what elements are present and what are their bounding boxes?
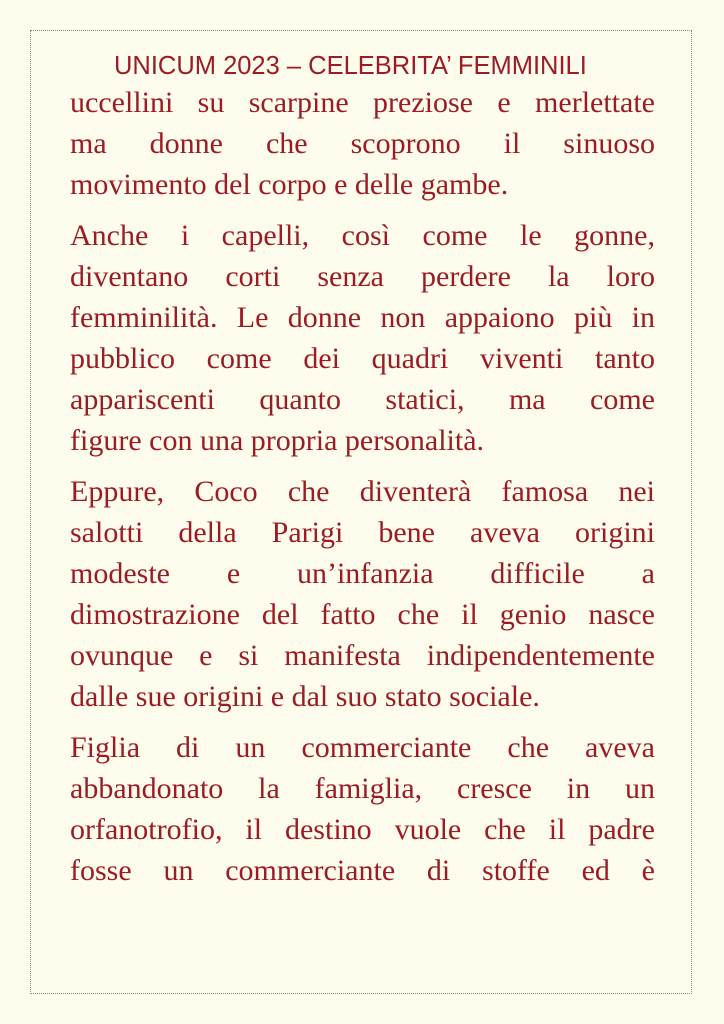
text-line: figure con una propria personalità. [70, 424, 485, 457]
text-line: Figlia di un commerciante che aveva [70, 731, 655, 764]
text-line: movimento del corpo e delle gambe. [70, 168, 509, 201]
text-line: pubblico come dei quadri viventi tanto [70, 342, 655, 375]
text-line: ovunque e si manifesta indipendentemente [70, 639, 655, 672]
text-line: orfanotrofio, il destino vuole che il padre [70, 813, 655, 846]
text-line: Anche i capelli, così come le gonne, [70, 219, 655, 252]
paragraph [70, 215, 655, 461]
text-line: appariscenti quanto statici, ma come [70, 383, 655, 416]
document-body [70, 50, 655, 891]
text-line: modeste e un’infanzia difficile a [70, 557, 655, 590]
text-line: uccellini su scarpine preziose e merlettate [70, 86, 655, 119]
text-line: dimostrazione del fatto che il genio nasce [70, 598, 655, 631]
text-line: salotti della Parigi bene aveva origini [70, 516, 655, 549]
text-line: abbandonato la famiglia, cresce in un [70, 772, 655, 805]
text-line: Eppure, Coco che diventerà famosa nei [70, 475, 655, 508]
text-line: dalle sue origini e dal suo stato sociale. [70, 680, 540, 713]
page-header: UNICUM 2023 – CELEBRITA’ FEMMINILI [114, 52, 587, 80]
text-line: femminilità. Le donne non appaiono più in [70, 301, 655, 334]
paragraph [70, 471, 655, 717]
paragraph [70, 82, 655, 205]
text-line: ma donne che scoprono il sinuoso [70, 127, 655, 160]
text-line: fosse un commerciante di stoffe ed è [70, 854, 655, 887]
text-line: diventano corti senza perdere la loro [70, 260, 655, 293]
paragraph [70, 727, 655, 891]
